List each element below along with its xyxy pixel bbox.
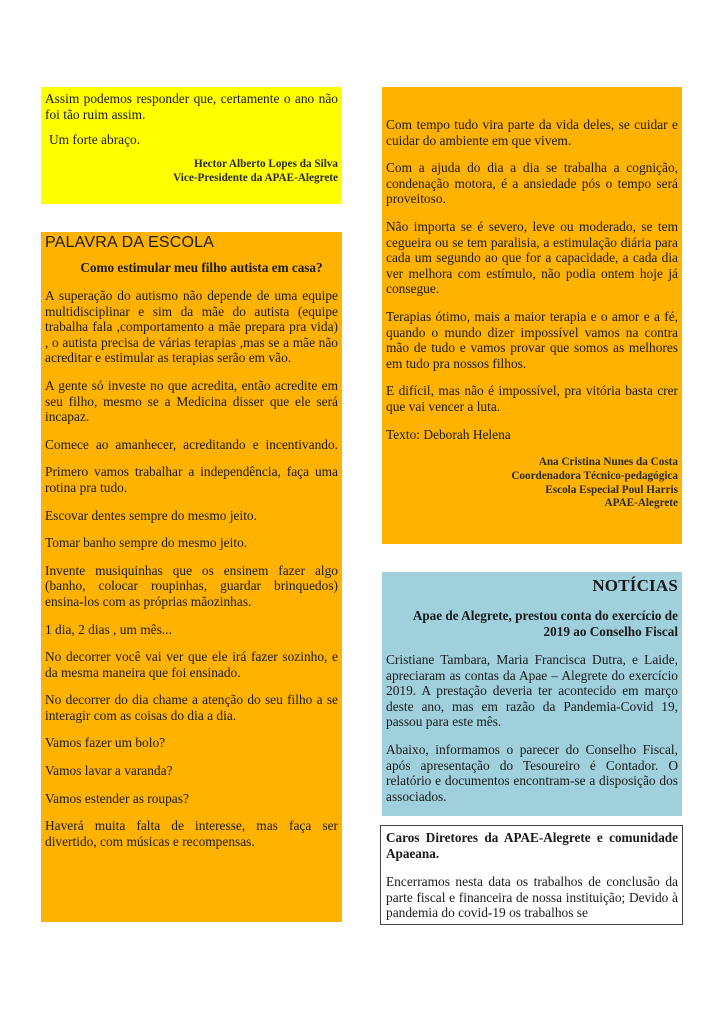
- article-paragraph: Terapias ótimo, mais a maior terapia e o amor e a fé, quando o mundo dizer impossível vamos na contra mão de tudo e vamos provar que somos as melhores em tudo pra nossos filhos.: [386, 308, 678, 371]
- noticias-section: [382, 572, 682, 816]
- article-paragraph: No decorrer você vai ver que ele irá fazer sozinho, e da mesma maneira que foi ensinado.: [45, 649, 338, 680]
- article-paragraph: No decorrer do dia chame a atenção do seu filho a se interagir com as coisas do dia a dia.: [45, 692, 338, 723]
- article-paragraph: Com a ajuda do dia a dia se trabalha a cognição, condenação motora, é a ansiedade pós o tempo será proveitoso.: [386, 160, 678, 207]
- farewell-text: Um forte abraço.: [49, 132, 141, 148]
- news-paragraph: Cristiane Tambara, Maria Francisca Dutra, e Laide, apreciaram as contas da Apae – Alegrete do exercício 2019. A prestação deveria ter acontecido em março deste ano, mas em razão da Pandemia-Covid 19, passou para este mês.: [386, 652, 678, 730]
- article-paragraph: Haverá muita falta de interesse, mas faça ser divertido, com músicas e recompensas.: [45, 818, 338, 849]
- signature-role: Vice-Presidente da APAE-Alegrete: [173, 171, 338, 184]
- article-paragraph: Não importa se é severo, leve ou moderado, se tem cegueira ou se tem paralisia, a estimulação diária para cada um segundo ao que for a capacidade, a cada dia ver melhora com estímulo, não podia ontem hoje já consegue.: [386, 218, 678, 297]
- section-title: PALAVRA DA ESCOLA: [45, 234, 215, 251]
- article-paragraph: A gente só investe no que acredita, então acredite em seu filho, mesmo se a Medicina disser que ele será incapaz.: [45, 377, 338, 425]
- article-paragraph: Com tempo tudo vira parte da vida deles, se cuidar e cuidar do ambiente em que vivem.: [386, 117, 678, 148]
- signature-name: Hector Alberto Lopes da Silva: [194, 157, 338, 170]
- article-paragraph: Escovar dentes sempre do mesmo jeito.: [45, 507, 257, 523]
- palavra-da-escola-section: [41, 232, 342, 922]
- article-paragraph: 1 dia, 2 dias , um mês...: [45, 621, 172, 637]
- article-subtitle: Como estimular meu filho autista em casa?: [80, 260, 323, 275]
- letter-to-directors-box: [380, 825, 683, 925]
- article-paragraph: Primero vamos trabalhar a independência, faça uma rotina pra tudo.: [45, 464, 338, 495]
- signature-school: Escola Especial Poul Harris: [545, 483, 678, 496]
- signature-role: Coordenadora Técnico-pedagógica: [511, 469, 678, 482]
- palavra-continuation-box: [382, 87, 682, 544]
- news-paragraph: Abaixo, informamos o parecer do Conselho Fiscal, após apresentação do Tesoureiro é Contador. O relatório e documentos encontram-se a disposição dos associados.: [386, 741, 678, 804]
- section-title: NOTÍCIAS: [592, 576, 678, 595]
- article-paragraph: E difícil, mas não é impossível, pra vitória basta crer que vai vencer a luta.: [386, 383, 678, 414]
- letter-paragraph: Encerramos nesta data os trabalhos de conclusão da parte fiscal e financeira de nossa instituição; Devido à pandemia do covid-19 os trabalhos se: [386, 874, 678, 921]
- article-body: [45, 288, 338, 849]
- article-paragraph: Tomar banho sempre do mesmo jeito.: [45, 535, 248, 551]
- news-headline: Apae de Alegrete, prestou conta do exercício de 2019 ao Conselho Fiscal: [412, 608, 678, 639]
- article-paragraph: Vamos estender as roupas?: [45, 790, 189, 806]
- closing-letter-box: [41, 87, 342, 204]
- text-author: Texto: Deborah Helena: [386, 426, 511, 442]
- signature-name: Ana Cristina Nunes da Costa: [538, 456, 678, 469]
- article-paragraph: Comece ao amanhecer, acreditando e incentivando.: [45, 436, 338, 452]
- signature-org: APAE-Alegrete: [604, 497, 678, 510]
- article-paragraph: Vamos fazer um bolo?: [45, 735, 166, 751]
- article-paragraph: Vamos lavar a varanda?: [45, 763, 173, 779]
- letter-greeting: Caros Diretores da APAE-Alegrete e comunidade Apaeana.: [386, 830, 678, 861]
- closing-paragraph: Assim podemos responder que, certamente o ano não foi tão ruim assim.: [45, 91, 338, 122]
- article-paragraph: Invente musiquinhas que os ensinem fazer algo (banho, colocar roupinhas, guardar brinquedos) ensina-los com as próprias mãozinhas.: [45, 562, 338, 609]
- article-paragraph: A superação do autismo não depende de uma equipe multidisciplinar e sim da mãe do autista (equipe trabalha fala ,comportamento a mãe prepara pra vida) , o autista precisa de várias terapias ,mas se a mãe não acreditar e estimular as terapias serão em vão.: [45, 288, 338, 366]
